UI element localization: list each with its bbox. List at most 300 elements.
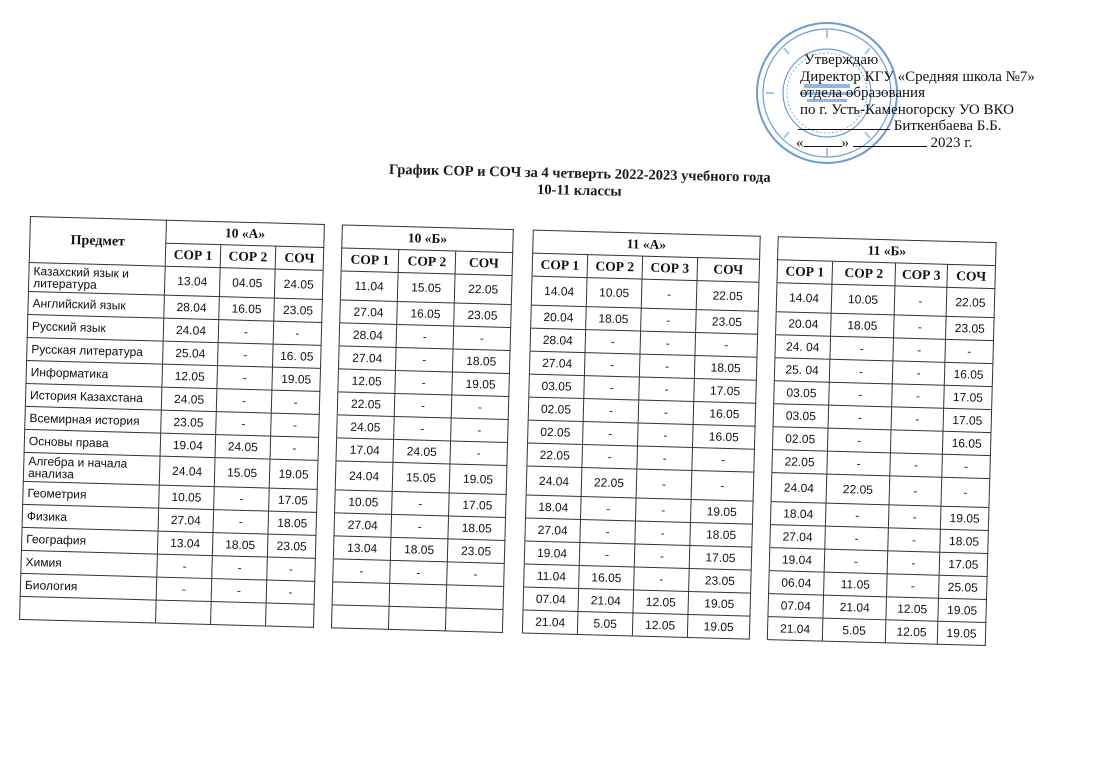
date-cell: - [216, 389, 272, 413]
subject-cell [20, 596, 157, 623]
subject-cell: Химия [21, 550, 158, 577]
column-gap [316, 512, 335, 535]
column-gap [506, 465, 527, 495]
approval-line: отдела образования [800, 85, 925, 101]
date-cell: 28.04 [530, 328, 586, 352]
date-cell: 21.04 [578, 588, 634, 612]
date-cell: 15.05 [392, 462, 450, 493]
date-cell: 24. 04 [775, 335, 831, 359]
date-cell: 24.05 [161, 387, 217, 411]
date-cell: - [889, 476, 942, 506]
date-cell: 23.05 [945, 316, 994, 340]
date-cell [156, 600, 212, 624]
date-cell: 11.04 [340, 271, 398, 302]
date-cell: 20.04 [776, 312, 832, 336]
column-gap [315, 535, 334, 558]
column-gap [317, 460, 336, 489]
date-cell: 22.05 [696, 281, 759, 312]
date-cell: 24.04 [771, 473, 827, 503]
date-cell: - [451, 418, 509, 443]
column-gap [319, 414, 338, 437]
date-cell: - [453, 326, 511, 351]
date-cell: 15.05 [214, 458, 270, 488]
date-cell: - [266, 580, 315, 604]
signature-blank [798, 129, 890, 130]
date-cell: - [824, 549, 888, 574]
date-cell: 18.05 [448, 516, 506, 541]
date-cell: 19.04 [524, 541, 580, 565]
date-cell: 25.05 [938, 575, 987, 599]
date-cell: - [892, 361, 945, 385]
approval-block [790, 52, 1090, 151]
column-gap [321, 322, 340, 345]
date-cell: 11.04 [524, 564, 580, 588]
date-cell: - [691, 470, 754, 501]
date-cell: 23.05 [267, 534, 316, 558]
subject-cell: Информатика [26, 360, 163, 387]
column-gap [506, 494, 527, 518]
column-gap [754, 426, 773, 449]
column-gap [754, 449, 773, 472]
date-cell: 10.05 [159, 485, 215, 509]
date-cell: 17.05 [943, 408, 992, 432]
date-cell: 5.05 [822, 618, 886, 643]
column-gap [511, 305, 532, 329]
date-cell: 16.05 [397, 301, 455, 326]
column-gap [504, 540, 525, 564]
date-cell: 19.05 [687, 614, 750, 639]
date-cell: 19.05 [938, 598, 987, 622]
date-cell: 27.04 [525, 518, 581, 542]
date-cell: - [894, 315, 947, 339]
date-cell: 12.05 [338, 369, 396, 394]
column-gap [322, 270, 341, 299]
column-gap [758, 282, 777, 311]
date-cell: 23.05 [689, 568, 752, 593]
date-cell: 18.05 [831, 313, 895, 338]
date-cell: 22.05 [581, 468, 637, 498]
date-cell: 04.05 [219, 268, 275, 298]
column-gap [511, 276, 532, 306]
date-cell: 24.04 [159, 456, 215, 486]
date-cell: - [579, 542, 635, 566]
date-cell: - [638, 423, 694, 447]
date-cell: 23.05 [274, 298, 323, 322]
document-title: График СОР и СОЧ за 4 четверть 2022-2023 учебного года [388, 161, 771, 186]
date-cell: - [391, 514, 449, 539]
schedule-table-wrap [19, 216, 997, 646]
date-cell: - [692, 448, 755, 473]
date-cell: 19.05 [690, 499, 753, 524]
approval-line: Директор КГУ «Средняя школа №7» [800, 68, 1035, 85]
column-gap [503, 586, 524, 610]
date-cell: 17.05 [269, 488, 318, 512]
col-header: СОР 1 [777, 260, 833, 284]
date-cell: 27.04 [770, 525, 826, 549]
date-cell: - [639, 354, 695, 378]
date-cell: 24.04 [163, 318, 219, 342]
date-cell: 23.05 [447, 539, 505, 564]
date-cell: - [584, 353, 640, 377]
date-cell: - [271, 390, 320, 414]
column-gap [752, 524, 771, 547]
date-cell: - [827, 428, 891, 453]
date-cell: - [585, 330, 641, 354]
date-cell: - [218, 343, 274, 367]
subject-cell: Английский язык [28, 291, 165, 318]
column-gap [756, 357, 775, 380]
date-cell: - [580, 520, 636, 544]
subject-cell: Основы права [24, 429, 161, 456]
col-header: СОЧ [455, 251, 513, 276]
date-cell: 02.05 [528, 397, 584, 421]
date-cell: 24.04 [335, 461, 393, 492]
column-gap [509, 351, 530, 375]
date-cell: 13.04 [164, 266, 220, 296]
date-cell: - [634, 567, 690, 591]
date-cell: - [156, 577, 212, 601]
subject-cell: Алгебра и начала анализа [23, 452, 160, 485]
date-cell: 18.04 [770, 502, 826, 526]
date-cell: - [450, 441, 508, 466]
date-cell: 07.04 [768, 594, 824, 618]
date-cell: - [887, 551, 940, 575]
date-cell: 16.05 [693, 402, 756, 427]
date-cell: 14.04 [776, 283, 832, 313]
date-cell [389, 583, 447, 608]
date-cell: 12.05 [633, 590, 689, 614]
date-cell: - [396, 324, 454, 349]
date-cell: - [267, 557, 316, 581]
date-cell: 03.05 [774, 381, 830, 405]
column-gap [752, 501, 771, 524]
subject-cell: Физика [22, 504, 159, 531]
date-cell: 21.04 [823, 595, 887, 620]
date-cell: 19.05 [449, 464, 507, 495]
date-cell: - [447, 562, 505, 587]
date-cell: - [395, 370, 453, 395]
date-cell: 17.04 [336, 438, 394, 463]
date-cell: 19.04 [769, 548, 825, 572]
col-header: СОР 2 [587, 255, 643, 279]
date-cell: 17.05 [449, 493, 507, 518]
date-cell: 03.05 [773, 404, 829, 428]
column-gap [320, 345, 339, 368]
date-cell: 23.05 [454, 303, 512, 328]
subject-cell: Всемирная история [25, 406, 162, 433]
date-cell: - [580, 497, 636, 521]
date-cell: 16.05 [942, 431, 991, 455]
date-day-blank [804, 146, 842, 147]
date-cell: - [273, 321, 322, 345]
date-cell: - [213, 510, 269, 534]
column-gap [320, 368, 339, 391]
date-cell: 25. 04 [774, 358, 830, 382]
date-close-quote: » [841, 134, 849, 151]
date-cell: 19.05 [940, 506, 989, 530]
date-cell: 18.05 [690, 522, 753, 547]
date-cell [446, 585, 504, 610]
column-gap [315, 558, 334, 581]
document-subtitle: 10-11 классы [536, 181, 622, 200]
class-header-10b: 10 «Б» [342, 225, 514, 253]
date-cell: 03.05 [529, 374, 585, 398]
column-gap [759, 236, 778, 282]
date-cell: - [392, 491, 450, 516]
subject-cell: Русская литература [27, 337, 164, 364]
date-cell: - [395, 347, 453, 372]
date-cell: 21.04 [522, 610, 578, 634]
subject-cell: Геометрия [23, 481, 160, 508]
date-cell: 11.05 [824, 572, 888, 597]
date-cell [445, 608, 503, 633]
date-cell: 12.05 [886, 597, 939, 621]
date-cell: - [829, 382, 893, 407]
date-cell: - [583, 422, 639, 446]
column-gap [502, 609, 523, 633]
subject-cell: Русский язык [27, 314, 164, 341]
column-gap [314, 581, 333, 604]
col-header: СОР 3 [642, 256, 698, 280]
date-cell: 5.05 [577, 611, 633, 635]
date-cell: - [157, 554, 213, 578]
date-cell: 23.05 [696, 310, 759, 335]
column-gap [750, 593, 769, 616]
date-cell: 12.05 [162, 364, 218, 388]
date-cell: - [825, 503, 889, 528]
date-cell: 17.05 [939, 552, 988, 576]
date-cell: 23.05 [161, 410, 217, 434]
date-cell: 24.05 [393, 439, 451, 464]
approval-line: Утверждаю [804, 52, 879, 68]
date-cell: 27.04 [158, 508, 214, 532]
date-cell: 16.05 [944, 362, 993, 386]
col-header: СОР 2 [832, 261, 896, 286]
date-cell: 17.05 [944, 385, 993, 409]
date-cell: - [394, 416, 452, 441]
date-cell: 25.04 [163, 341, 219, 365]
date-cell: 18.05 [452, 349, 510, 374]
date-cell: 19.05 [937, 621, 986, 645]
column-gap [319, 391, 338, 414]
date-cell: - [894, 286, 947, 316]
class-header-10a: 10 «А» [166, 220, 325, 247]
date-cell: - [634, 544, 690, 568]
date-cell: - [583, 399, 639, 423]
date-cell: 02.05 [772, 427, 828, 451]
date-cell: 28.04 [164, 295, 220, 319]
date-cell: - [271, 413, 320, 437]
column-gap [512, 230, 533, 277]
subject-cell: География [21, 527, 158, 554]
date-cell: 22.05 [337, 392, 395, 417]
date-cell: - [637, 446, 693, 470]
column-gap [504, 563, 525, 587]
date-cell: - [641, 279, 697, 309]
approval-line: по г. Усть-Каменогорску УО ВКО [800, 101, 1014, 118]
date-cell: - [941, 477, 990, 507]
column-gap [749, 616, 768, 639]
date-cell: 21.04 [767, 617, 823, 641]
date-cell: - [890, 453, 943, 477]
date-cell: 27.04 [334, 513, 392, 538]
date-cell: - [829, 359, 893, 384]
subject-cell: Казахский язык и литература [28, 262, 165, 295]
date-cell: 18.05 [694, 356, 757, 381]
date-cell: 22.05 [826, 474, 890, 505]
col-header: СОР 3 [895, 263, 948, 287]
date-cell: 18.05 [586, 307, 642, 331]
date-cell: - [635, 498, 691, 522]
date-cell: 17.05 [694, 379, 757, 404]
date-cell: 06.04 [769, 571, 825, 595]
date-cell: - [942, 454, 991, 478]
date-cell: - [214, 487, 270, 511]
date-cell: 16.05 [219, 297, 275, 321]
col-header: СОЧ [275, 246, 324, 270]
date-cell: 18.05 [268, 511, 317, 535]
date-cell: - [635, 521, 691, 545]
date-cell: - [218, 320, 274, 344]
date-cell: 16. 05 [273, 344, 322, 368]
date-cell: 12.05 [632, 613, 688, 637]
date-cell: 24.04 [526, 466, 582, 496]
date-cell: 19.05 [688, 591, 751, 616]
date-cell [388, 606, 446, 631]
date-cell: - [451, 395, 509, 420]
column-gap [318, 437, 337, 460]
date-cell: 07.04 [523, 587, 579, 611]
column-gap [510, 328, 531, 352]
date-cell: - [211, 579, 267, 603]
date-cell: 27.04 [340, 300, 398, 325]
column-gap [317, 489, 336, 512]
date-cell: 24.05 [215, 435, 271, 459]
date-cell: - [641, 308, 697, 332]
column-gap [756, 380, 775, 403]
date-cell: - [212, 556, 268, 580]
date-cell: - [888, 528, 941, 552]
column-gap [508, 420, 529, 444]
date-cell [265, 603, 314, 627]
date-cell: - [394, 393, 452, 418]
date-month-blank [853, 146, 927, 147]
column-gap [508, 397, 529, 421]
column-gap [507, 443, 528, 467]
date-cell: 12.05 [885, 620, 938, 644]
date-cell: 13.04 [333, 536, 391, 561]
date-cell [890, 430, 943, 454]
date-cell [211, 602, 267, 626]
date-cell: 22.05 [454, 274, 512, 305]
subject-column-header: Предмет [29, 217, 166, 267]
date-cell: - [640, 331, 696, 355]
date-cell: - [639, 377, 695, 401]
class-header-11b: 11 «Б» [778, 237, 997, 266]
date-cell: 22.05 [527, 443, 583, 467]
date-open-quote: « [796, 134, 804, 151]
date-cell: - [582, 445, 638, 469]
director-name: Биткенбаева Б.Б. [893, 118, 1002, 134]
date-cell: 14.04 [531, 276, 587, 306]
date-cell: 10.05 [831, 284, 895, 315]
date-cell: - [827, 451, 891, 476]
date-cell: 16.05 [692, 425, 755, 450]
date-cell: 19.05 [452, 372, 510, 397]
date-cell: - [636, 469, 692, 499]
col-header: СОЧ [697, 258, 760, 283]
date-cell: - [270, 436, 319, 460]
column-gap [757, 334, 776, 357]
date-cell: - [828, 405, 892, 430]
date-cell: 13.04 [157, 531, 213, 555]
date-cell: - [945, 339, 994, 363]
date-cell: - [638, 400, 694, 424]
date-cell: 18.05 [212, 533, 268, 557]
date-cell: 15.05 [397, 272, 455, 303]
date-cell [331, 605, 389, 630]
col-header: СОР 1 [532, 253, 588, 277]
column-gap [323, 224, 342, 270]
date-cell: - [584, 376, 640, 400]
date-cell: 18.04 [526, 495, 582, 519]
subject-cell: История Казахстана [25, 383, 162, 410]
date-cell: 27.04 [529, 351, 585, 375]
date-year: 2023 г. [930, 134, 973, 151]
class-header-11a: 11 «А» [533, 230, 761, 259]
column-gap [509, 374, 530, 398]
date-cell: 24.05 [337, 415, 395, 440]
col-header: СОР 2 [220, 245, 276, 269]
column-gap [322, 299, 341, 322]
date-cell: - [887, 574, 940, 598]
date-cell: - [333, 559, 391, 584]
date-cell: 19.04 [160, 433, 216, 457]
date-cell: 24.05 [274, 269, 323, 299]
column-gap [753, 472, 772, 501]
date-cell: 19.05 [269, 459, 318, 489]
date-cell: - [216, 412, 272, 436]
date-cell: - [893, 338, 946, 362]
date-cell: - [888, 505, 941, 529]
date-cell: 19.05 [272, 367, 321, 391]
date-cell: - [695, 333, 758, 358]
date-cell: 28.04 [339, 323, 397, 348]
date-cell: 02.05 [528, 420, 584, 444]
date-cell: 17.05 [689, 545, 752, 570]
date-cell: - [892, 384, 945, 408]
column-gap [751, 570, 770, 593]
date-cell: 27.04 [338, 346, 396, 371]
date-cell: - [830, 336, 894, 361]
col-header: СОР 2 [398, 249, 456, 274]
date-cell: - [390, 560, 448, 585]
date-cell: 22.05 [946, 287, 995, 317]
col-header: СОР 1 [341, 248, 399, 273]
schedule-table [19, 216, 997, 646]
approval-date-line [790, 135, 1090, 152]
date-cell: 18.05 [940, 529, 989, 553]
date-cell: - [217, 366, 273, 390]
date-cell: 22.05 [772, 450, 828, 474]
date-cell: 16.05 [579, 565, 635, 589]
date-cell [332, 582, 390, 607]
column-gap [758, 311, 777, 334]
col-header: СОР 1 [165, 243, 221, 267]
date-cell: 20.04 [531, 305, 587, 329]
date-cell: - [891, 407, 944, 431]
col-header: СОЧ [947, 264, 996, 288]
